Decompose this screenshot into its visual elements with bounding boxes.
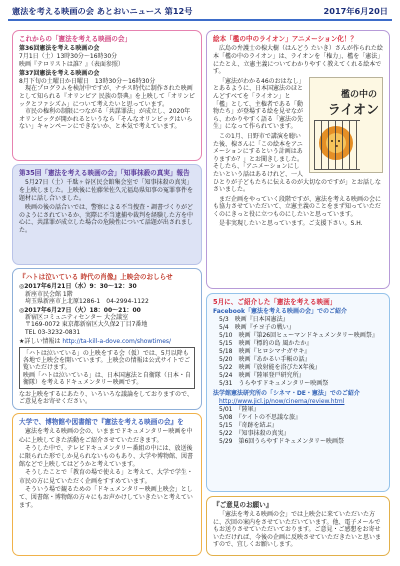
lion-paragraph: 「憲法がわかる46のおはなし」とあるように、日本国憲法のほとんどすべてを「ライオン」と「檻」として、主権者である「動物たち」が登場する絵を見せながら、わかりやすく語る「憲法の先生」になって作られています。	[213, 77, 305, 131]
hato-heading: 『ハトは泣いている 時代の肖像』上映会のおしらせ	[19, 273, 173, 281]
screening-1-address: 埼玉県新座市上北原1286-1 04-2994-1122	[25, 297, 149, 305]
screening-2-phone: TEL 03-3232-0831	[25, 328, 81, 336]
feedback-request-box	[206, 496, 390, 556]
university-screening-box	[12, 413, 202, 556]
notice-text: 映画「ハトは泣いている」は、日本国憲法と自衛隊（日本・自衛隊）を考えるドキュメンタリー映画です。	[23, 371, 191, 386]
screening-1-venue: 新座市民会館 1階	[25, 290, 73, 298]
film-list-item: 5/24 映画『陸軍登戸研究所』	[219, 372, 305, 380]
book-cover-image	[309, 77, 383, 173]
film-list-item: 5/10 映画『第26回ヒューマンドキュメンタリー映画祭』	[219, 332, 378, 340]
jicl-subheading: 法学館憲法研究所の「シネマ・DE・憲法」でのご紹介	[213, 390, 360, 398]
report-paragraph: 映画の後の話合いでは、警察による不当捜査・調書づくりがどのようにされているか、実際に不当逮捕や裁判を経験した方を中心に、共謀罪が成立した場合の危険性について話題が出されました。	[19, 204, 194, 234]
film-list-item: 5/08 『ケイトの不思議な旅』	[219, 414, 302, 422]
lion-paragraph: この1月、日野市で講演を聴いた後、楾さんに「この絵本をアニメーションにするという計画はありますか？」とお聞きしました。そしたら、「アニメーションにしたいという話はあるけれど、一人ひとりが子どもたちに伝えるのが大切なのですが」とお話しなさいました。	[213, 132, 382, 194]
film-list-item: 5/22 『知事抹殺の真実』	[219, 430, 290, 438]
film-list-item: 5/01 『陸軍』	[219, 406, 260, 414]
book-cover-title: 檻の中の	[340, 89, 377, 100]
event-36-film: 映画『テロリストは誰？』（表面参照）	[19, 60, 124, 68]
film-list-item: 5/18 映画『ヒロシマナガサキ』	[219, 348, 311, 356]
report-heading: 第35回「憲法を考える映画の会」「知事抹殺の真実」報告	[19, 169, 190, 177]
report-paragraph: 5月27日（土）千駄ヶ谷区民会館集会室で「知事抹殺の真実」を上映しました。上映後に佐藤栄佐久元福島県知事の冤罪事件を題材に話し合いました。	[19, 179, 194, 202]
jicl-link[interactable]: http://www.jicl.jp/now/cinema/review.html	[219, 398, 345, 406]
event-36-title: 第36回憲法を考える映画の会	[19, 45, 100, 53]
event-37-title: 第37回憲法を考える映画の会	[19, 70, 100, 78]
film-list-item: 5/29 第6回うらやすドキュメンタリー映画祭	[219, 438, 345, 446]
lion-heading: 絵本「檻の中のライオン」アニメーション化！？	[213, 35, 358, 43]
facebook-subheading: Facebook「憲法を考える映画の会」でのご紹介	[213, 308, 347, 316]
screening-1-date: ◎2017年6月21日（水）9：30〜12：30	[19, 283, 137, 291]
header-divider	[8, 19, 392, 21]
cage-bars	[314, 120, 360, 170]
hato-screening-box	[12, 268, 202, 410]
university-heading: 大学で、博物館や図書館で『憲法を考える映画の会』を	[19, 418, 184, 426]
event-37-date: 8月下旬の土曜日か日曜日 13時30分〜16時30分	[19, 77, 156, 85]
info-link[interactable]: http://ta-kill-a-dove.com/showtimes/	[62, 337, 172, 345]
film-list-item: 5/3 映画『日本国憲法』	[219, 316, 289, 324]
film-list-item: 5/15 『奇跡を結ぶ』	[219, 422, 278, 430]
film-list-item: 5/15 映画『標的の島 風かたか』	[219, 340, 313, 348]
feedback-text: 「憲法を考える映画の会」では上映会に来ていただいた方に、次回の案内をさせていただいています。他、電子メールでもお送りさせていただいております。ご意見・ご感想をお寄せいただければ、今後の企画に反映させていただきたいと思いますので、宜しくお願いします。	[213, 511, 382, 549]
notice-box	[19, 347, 195, 389]
event-37-description: 現在プログラムを検討中ですが、ナチス時代に制作された映画として知られる『オリンピア 民族の祭典』を上映して「オリンピックとファシズム」について考えたいと思っています。	[19, 85, 195, 108]
university-paragraph: そうしたことで「教育の場で使える」と考えて、大学で学生・市民の方に見ていただく企画をすすめています。	[19, 469, 193, 485]
lion-paragraph: まだ企画をやっていく段階ですが、憲法を考える映画の会にも協力させていただいて、立憲主義のことをまず知っていただくのにきっと役に立つものにしたいと思っています。	[213, 195, 382, 218]
may-films-box	[206, 293, 390, 492]
screening-report-box	[12, 164, 202, 265]
screening-2-date: ◎2017年6月27日（火）18：00〜21：00	[19, 307, 141, 315]
hato-note: なお上映をするにあたり、いろいろな議論をしておりますので、ご意見をお寄せください。	[19, 391, 193, 406]
notice-text: 「ハトは泣いている」の上映をする会（仮）では、5月以降も各地で上映会を開いています。上映会の情報は公式サイトでご覧いただけます。	[23, 350, 191, 372]
film-list-item: 5/4 映画『チヨ子の戦い』	[219, 324, 295, 332]
book-cover-title: ライオン	[327, 102, 379, 118]
may-films-heading: 5月に、ご紹介した「憲法を考える映画」	[213, 298, 337, 306]
university-paragraph: そういう場で観るための「ドキュメンタリー映画上映会」として、図書館・博物館の方々にもお声かけしていきたいと考えています。	[19, 485, 193, 510]
screening-2-address: 〒169-0072 東京都新宿区大久保2丁目7番地	[25, 321, 148, 329]
university-paragraph: 憲法を考える映画の会の、いままでドキュメンタリー映画を中心に上映してきた活動をご紹介させていただきます。	[19, 428, 193, 444]
info-label: ★詳しい情報は	[19, 337, 61, 345]
film-list-item: 5/20 映画『あかるい手帳の話』	[219, 356, 311, 364]
university-paragraph: そうした中で、テレビドキュメンタリー番組の中には、放送後に限られた形でしか見られないものもあり、大学や博物館、図書館などで上映してはどうかと考えています。	[19, 444, 194, 469]
lion-picture-book-box	[206, 30, 390, 289]
event-37-campaign: 市民の権利の制限につながる「共謀罪法」が成立し、2020年オリンピックが開かれるというなら「そんなオリンピックはいらない」キャンペーンにできないか、と本気で考えています。	[19, 108, 193, 131]
newsletter-title: 憲法を考える映画の会 あとおいニュース 第12号	[12, 6, 193, 16]
upcoming-heading: これからの「憲法を考える映画の会」	[19, 35, 132, 43]
issue-date: 2017年6月20日	[323, 6, 388, 16]
feedback-heading: 『ご意見のお願い』	[213, 501, 273, 509]
film-list-item: 5/31 うらやすドキュメンタリー映画祭	[219, 380, 329, 388]
screening-2-venue: 新宿区コミュニティセンター 大会議室	[25, 314, 129, 322]
lion-paragraph: 広島の弁護士の楾大樹（はんどう たいき）さんが作られた絵本「檻の中のライオン」は、ライオンを「権力」、檻を「憲法」にたとえ、立憲主義についてわかりやすく教えてくれる絵本です。	[213, 45, 383, 76]
info-line	[19, 338, 195, 345]
film-list-item: 5/22 映画『放射能を浴びたX年後』	[219, 364, 321, 372]
event-36-date: 7月1日（土）13時30分〜16時30分	[19, 53, 118, 60]
lion-signoff: 是非実現したいと思っています。ご支援下さい。S.H.	[219, 220, 363, 228]
upcoming-screenings-box	[12, 30, 202, 161]
